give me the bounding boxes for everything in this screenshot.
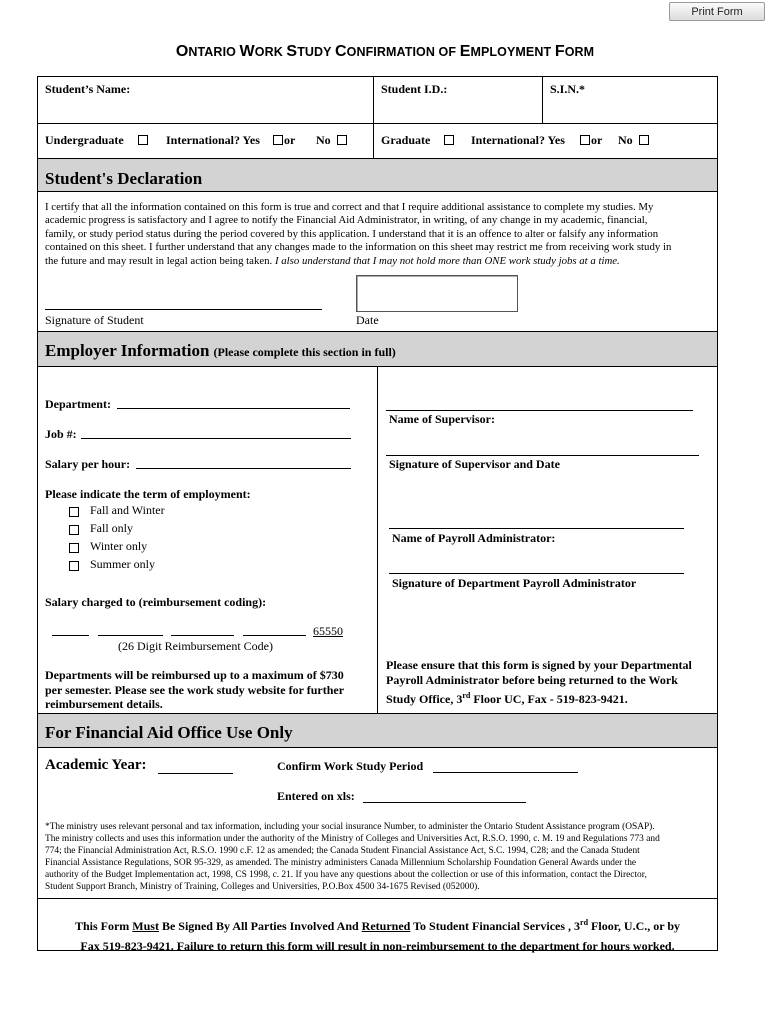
student-id-label: Student I.D.:: [381, 82, 448, 96]
student-name-label: Student’s Name:: [45, 82, 131, 96]
reimbursement-note: Departments will be reimbursed up to a maximum of $730 per semester. Please see the work study website for further reimbursement details.: [45, 668, 345, 711]
coding-label: Salary charged to (reimbursement coding):: [45, 595, 267, 609]
divider: [37, 898, 718, 899]
divider: [373, 76, 374, 158]
student-signature-line[interactable]: [45, 309, 322, 310]
divider: [377, 366, 378, 713]
international-label-2: International? Yes: [471, 133, 565, 147]
coding-segment-input[interactable]: [171, 635, 234, 636]
date-field[interactable]: [356, 275, 518, 312]
employer-heading: Employer Information (Please complete this section in full): [45, 341, 396, 360]
coding-segment-input[interactable]: [52, 635, 89, 636]
no-label-2: No: [618, 133, 633, 147]
entered-input[interactable]: [363, 802, 526, 803]
department-label: Department:: [45, 397, 111, 411]
payroll-name-input[interactable]: [389, 528, 684, 529]
academic-year-input[interactable]: [158, 773, 233, 774]
department-input[interactable]: [117, 408, 350, 409]
supervisor-name-label: Name of Supervisor:: [389, 412, 495, 426]
payroll-name-label: Name of Payroll Administrator:: [392, 531, 556, 545]
entered-label: Entered on xls:: [277, 789, 355, 803]
print-form-button[interactable]: Print Form: [669, 2, 765, 21]
international-yes-checkbox-2[interactable]: [580, 135, 590, 145]
academic-year-label: Academic Year:: [45, 757, 147, 773]
term-option: Winter only: [90, 539, 148, 553]
term-winter-checkbox[interactable]: [69, 543, 79, 553]
job-number-label: Job #:: [45, 427, 77, 441]
date-label: Date: [356, 313, 379, 327]
form-title: ONTARIO WORK STUDY CONFIRMATION OF EMPLOYMENT FORM: [175, 43, 595, 60]
declaration-text: I certify that all the information contained on this form is true and correct and that I require additional assistance to complete my studies. My academic progress is satisfactory and I agree to notify the Financial Aid Administrator, in writing, of any change in my academic, financial, family, or study period status during the period covered by this application. I understand that it is an offence to alter or falsify any information contained on this sheet. I further understand that any changes made to the information on this sheet may restrict me from receiving work study in the future and may result in legal action being taken. I also understand that I may not hold more than ONE work study jobs at a time.: [45, 201, 672, 267]
footer-notice: This Form Must Be Signed By All Parties Involved And Returned To Student Financial Services , 3rd Floor, U.C., or by Fax 519-823-9421. Failure to return this form will result in non-reimbursement to the department for hours worked.: [74, 918, 681, 953]
or-label-2: or: [591, 133, 603, 147]
sin-label: S.I.N.*: [550, 82, 586, 96]
supervisor-name-input[interactable]: [386, 410, 693, 411]
term-option: Summer only: [90, 557, 155, 571]
divider: [37, 191, 718, 192]
or-label: or: [284, 133, 296, 147]
graduate-label: Graduate: [381, 133, 431, 147]
term-label: Please indicate the term of employment:: [45, 487, 251, 501]
confirm-period-input[interactable]: [433, 772, 578, 773]
job-number-input[interactable]: [81, 438, 351, 439]
ensure-signed-note: Please ensure that this form is signed by your Departmental Payroll Administrator before being returned to the Work Study Office, 3rd Floor UC, Fax - 519-823-9421.: [386, 658, 692, 706]
undergraduate-label: Undergraduate: [45, 133, 124, 147]
no-label: No: [316, 133, 331, 147]
international-no-checkbox[interactable]: [337, 135, 347, 145]
supervisor-signature-input[interactable]: [386, 455, 699, 456]
term-fall-checkbox[interactable]: [69, 525, 79, 535]
declaration-heading: Student's Declaration: [45, 169, 203, 188]
graduate-checkbox[interactable]: [444, 135, 454, 145]
payroll-signature-label: Signature of Department Payroll Administrator: [392, 576, 637, 590]
supervisor-signature-label: Signature of Supervisor and Date: [389, 457, 560, 471]
coding-segment-input[interactable]: [98, 635, 163, 636]
term-fall-winter-checkbox[interactable]: [69, 507, 79, 517]
salary-label: Salary per hour:: [45, 457, 131, 471]
term-option: Fall and Winter: [90, 503, 165, 517]
international-yes-checkbox[interactable]: [273, 135, 283, 145]
divider: [37, 123, 718, 124]
confirm-period-label: Confirm Work Study Period: [277, 759, 424, 773]
coding-value: 65550: [313, 624, 343, 638]
coding-note: (26 Digit Reimbursement Code): [118, 639, 273, 653]
salary-input[interactable]: [136, 468, 351, 469]
term-summer-checkbox[interactable]: [69, 561, 79, 571]
office-heading: For Financial Aid Office Use Only: [45, 723, 293, 742]
payroll-signature-input[interactable]: [389, 573, 684, 574]
undergraduate-checkbox[interactable]: [138, 135, 148, 145]
international-label: International? Yes: [166, 133, 260, 147]
international-no-checkbox-2[interactable]: [639, 135, 649, 145]
divider: [542, 76, 543, 124]
student-signature-label: Signature of Student: [45, 313, 144, 327]
term-option: Fall only: [90, 521, 134, 535]
divider: [37, 747, 718, 748]
privacy-disclaimer: *The ministry uses relevant personal and tax information, including your social insurance Number, to administer the Ontario Student Assistance program (OSAP). The ministry collects and uses this information under the authority of the Ministry of Colleges and Universities Act, R.S.O. 1990, c. M. 19 and Regulations 773 and 774; the Financial Administration Act, R.S.O. 1990 c.F. 12 as amended; the Canada Student Financial Assistance Act, S.C. 1994, C28; and the Canada Student Financial Assistance Regulations, SOR 95-329, as amended. The ministry administers Canada Millennium Scholarship Foundation General Awards under the authority of the Budget Implementation act, 1998, CS 1998, c. 21. If you have any questions about the collection or use of this information, contact the Director, Student Support Branch, Ministry of Training, Colleges and Universities, P.O.Box 4500 34-1675 Revised (052000).: [45, 822, 660, 892]
coding-segment-input[interactable]: [243, 635, 306, 636]
